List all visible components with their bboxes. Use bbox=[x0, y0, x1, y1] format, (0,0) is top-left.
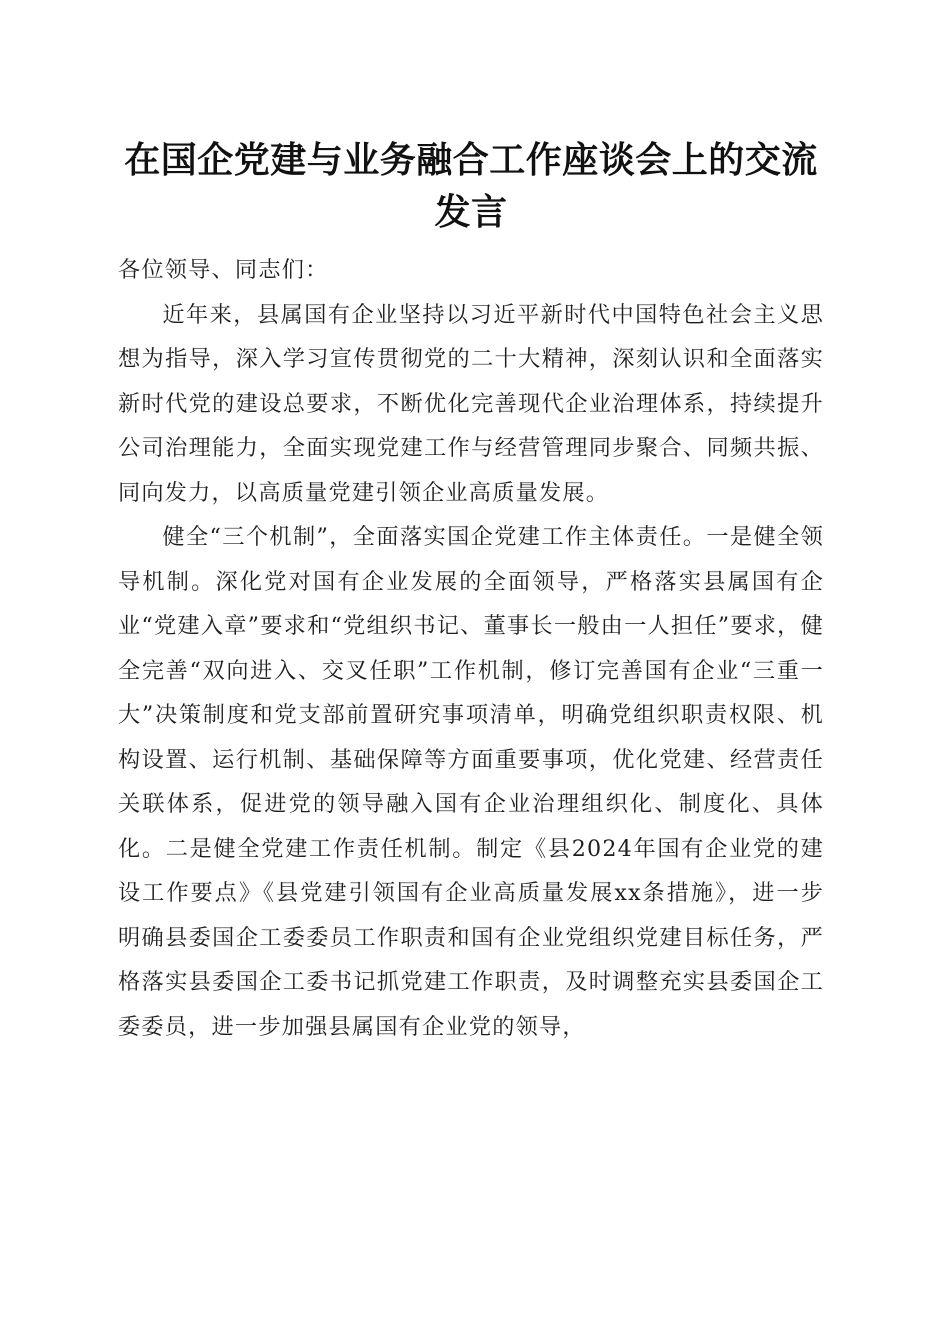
body-paragraph-2: 健全“三个机制”，全面落实国企党建工作主体责任。一是健全领导机制。深化党对国有企业发展的全面领导，严格落实县属国有企业“党建入章”要求和“党组织书记、董事长一般由一人担任”要求，健全完善“双向进入、交叉任职”工作机制，修订完善国有企业“三重一大”决策制度和党支部前置研究事项清单，明确党组织职责权限、机构设置、运行机制、基础保障等方面重要事项，优化党建、经营责任关联体系，促进党的领导融入国有企业治理组织化、制度化、具体化。二是健全党建工作责任机制。制定《县2024年国有企业党的建设工作要点》《县党建引领国有企业高质量发展xx条措施》，进一步明确县委国企工委委员工作职责和国有企业党组织党建目标任务，严格落实县委国企工委书记抓党建工作职责，及时调整充实县委国企工委委员，进一步加强县属国有企业党的领导， bbox=[118, 524, 824, 1040]
greeting-line: 各位领导、同志们： bbox=[118, 257, 329, 283]
body-paragraph-1: 近年来，县属国有企业坚持以习近平新时代中国特色社会主义思想为指导，深入学习宣传贯彻党的二十大精神，深刻认识和全面落实新时代党的建设总要求，不断优化完善现代企业治理体系，持续提升公司治理能力，全面实现党建工作与经营管理同步聚合、同频共振、同向发力，以高质量党建引领企业高质量发展。 bbox=[118, 301, 824, 506]
document-title: 在国企党建与业务融合工作座谈会上的交流发言 bbox=[124, 139, 818, 233]
document-body bbox=[118, 248, 824, 1049]
